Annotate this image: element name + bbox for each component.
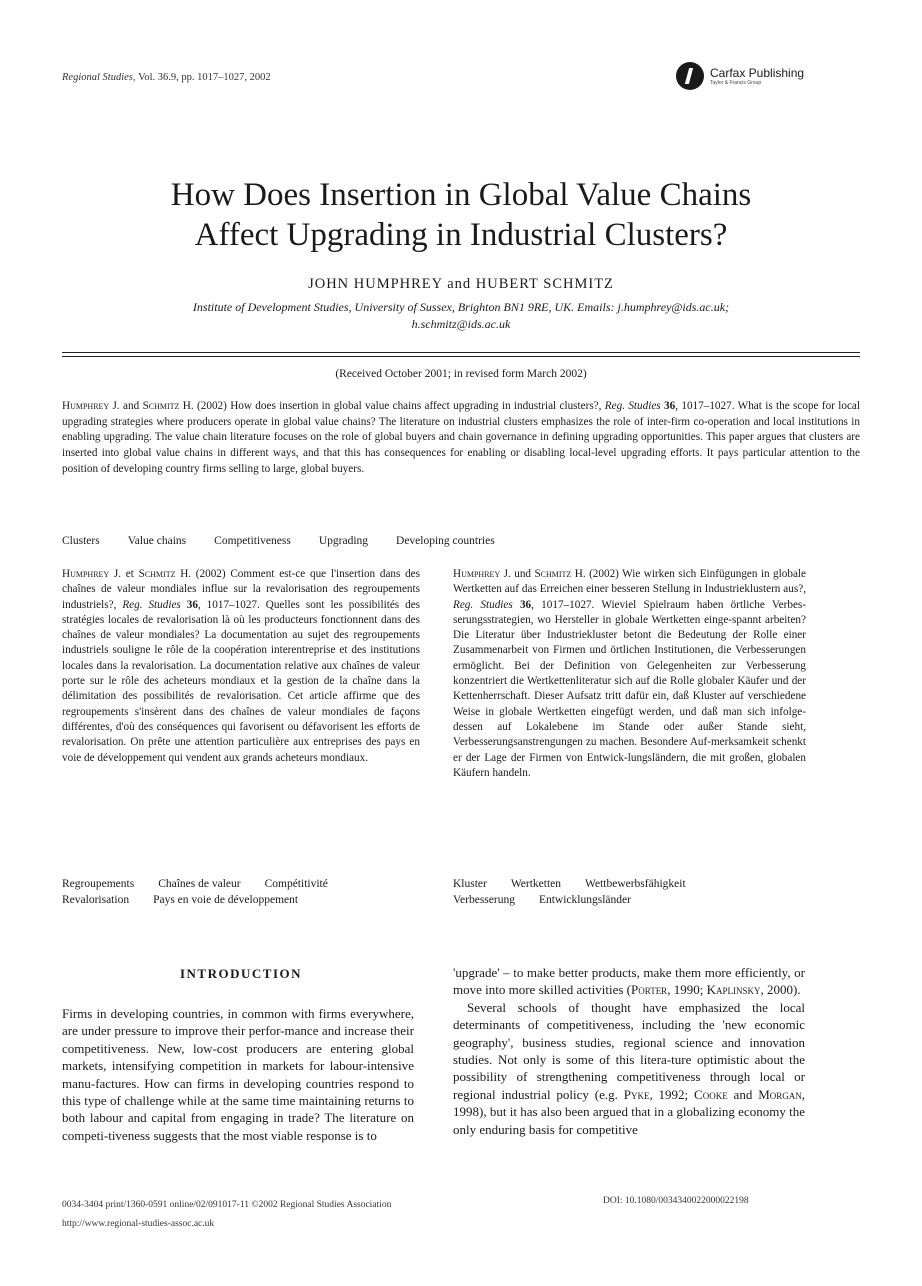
body-text: and [727, 1086, 759, 1102]
introduction-left-column: Firms in developing countries, in common with firms everywhere, are under pressure to improve their perfor-mance and increase their competitiveness. New, low-cost producers are entering global markets, intensifying competition in markets for labour-intensive manu-factures. How can firms in developing countries respond to this type of challenge while at the same time maintaining returns to both labour and capital from engaging in trade? The literature on competi-tiveness suggests that the most viable response is to [62, 1006, 414, 1143]
abstract-text: J. et [109, 568, 139, 580]
body-text: , 2000). [760, 982, 801, 998]
citation-author: Kaplinsky [706, 982, 761, 998]
abstract-french [62, 567, 420, 766]
publisher-subtitle: Taylor & Francis Group [710, 80, 762, 86]
abstract-text: H. (2002) How does insertion in global value chains affect upgrading in industrial clusters?, [179, 400, 605, 412]
keyword: Upgrading [318, 535, 369, 547]
citation-author: Morgan [758, 1086, 802, 1102]
keyword: Pays en voie de développement [153, 894, 299, 906]
authors: JOHN HUMPHREY and HUBERT SCHMITZ [308, 276, 614, 292]
abstract-text: J. and [109, 400, 143, 412]
keywords-french-row-2 [62, 893, 322, 908]
abstract-volume: 36 [512, 598, 532, 611]
keyword: Developing countries [396, 535, 495, 547]
keyword: Kluster [453, 878, 487, 890]
keyword: Wertketten [510, 878, 562, 890]
abstract-text: H. (2002) Comment est-ce que l'insertion dans des chaînes de valeur mondiales influe sur la revalorisation des regroupements industriels?, [62, 568, 420, 611]
divider-top [62, 352, 860, 353]
article-title [40, 175, 882, 255]
journal-volume: Vol. 36.9, pp. 1017–1027, 2002 [138, 72, 271, 83]
body-text: , 1998), but it has also been argued that in a globalizing economy the only enduring basis for competitive [453, 1086, 805, 1137]
publisher-block [676, 62, 804, 90]
introduction-right-column [453, 964, 805, 1138]
affiliation [70, 299, 852, 333]
keyword: Compétitivité [264, 878, 328, 890]
publisher-name: Carfax Publishing [710, 66, 805, 80]
keywords-german-row-2 [453, 893, 655, 908]
paragraph [453, 964, 805, 999]
journal-name: Regional Studies, [62, 72, 136, 83]
abstract-volume: 36 [180, 598, 198, 611]
keyword: Value chains [127, 535, 187, 547]
carfax-logo-icon [676, 62, 704, 90]
footer-left [62, 1196, 391, 1234]
keyword: Chaînes de valeur [158, 878, 241, 890]
abstract-volume: 36 [660, 400, 676, 412]
abstract-author-2: Schmitz [534, 568, 572, 580]
body-text: Several schools of thought have emphasized the local determinants of competitiveness, including the 'new economic geography', business studies, regional science and innovation studies. Not only is some of this litera-ture optimistic about the possibility of strengthening competitiveness through local or regional industrial policy (e.g. [453, 999, 805, 1102]
abstract-journal: Reg. Studies [453, 598, 513, 611]
citation-author: Cooke [694, 1086, 728, 1102]
abstract-journal: Reg. Studies [122, 598, 181, 611]
abstract-german [453, 567, 806, 781]
abstract-author-1: Humphrey [62, 400, 110, 412]
keyword: Wettbewerbsfähigkeit [585, 878, 686, 890]
abstract-text: , 1017–1027. Wieviel Spielraum haben örtliche Verbes-serungsstrategien, wo Hersteller in globale Wertketten einge-spannt arbeiten? Die Literatur über Industriekluster betont die Bedeutung der Rolle einer Zusammenarbeit von Firmen und örtlichen Institutionen, die Verbesserungen ermöglicht. Bei der Definition von Gelegenheiten zur Verbesserung konzentriert die Wertkettenliteratur sich auf die Rolle globaler Käufer und der Kettenherrschaft. Dieser Aufsatz tritt dafür ein, daß Kluster auf verschiedene Weise in globale Wertketten eingefügt werden, und daß man sich infolge-dessen auf Lokalebene im Stande oder außer Stande sieht, Verbesserungsanstrengungen zu machen. Besondere Auf-merksamkeit schenkt er der Lage der Firmen von Entwick-lungsländern, die mit großen, globalen Käufern handeln. [453, 598, 807, 779]
journal-citation-line [62, 72, 271, 83]
abstract-text: H. (2002) Wie wirken sich Einfügungen in globale Wertketten auf das Erreichen einer besseren Stellung in Industrieklustern aus?, [453, 568, 806, 596]
body-text: 'upgrade' – to make better products, make them more efficiently, or move into more skilled activities ( [453, 965, 805, 998]
paragraph [453, 999, 805, 1138]
citation-author: Pyke [623, 1086, 650, 1102]
keyword: Clusters [62, 535, 100, 547]
received-dates: (Received October 2001; in revised form March 2002) [335, 368, 587, 380]
abstract-author-1: Humphrey [453, 568, 501, 580]
abstract-author-1: Humphrey [62, 568, 110, 580]
abstract-text: J. und [500, 568, 535, 580]
abstract-author-2: Schmitz [138, 568, 176, 580]
abstract-english [62, 399, 860, 478]
keyword: Regroupements [62, 878, 135, 890]
title-line-1: How Does Insertion in Global Value Chains [170, 177, 752, 213]
keywords-french-row-1 [62, 877, 352, 892]
affiliation-line-1: Institute of Development Studies, University of Sussex, Brighton BN1 9RE, UK. Emails: j.humphrey@ids.ac.uk; [192, 300, 730, 314]
body-text: , 1990; [667, 982, 707, 998]
keywords-german-row-1 [453, 877, 710, 892]
abstract-author-2: Schmitz [142, 400, 180, 412]
footer-url[interactable]: http://www.regional-studies-assoc.ac.uk [62, 1219, 215, 1229]
citation-author: Porter [631, 982, 668, 998]
affiliation-line-2: h.schmitz@ids.ac.uk [411, 317, 511, 331]
introduction-heading: INTRODUCTION [179, 966, 302, 981]
body-text: , 1992; [649, 1086, 695, 1102]
abstract-journal: Reg. Studies [604, 400, 661, 412]
abstract-text: , 1017–1027. Quelles sont les possibilités des stratégies locales de revalorisation là où les producteurs fonctionnent dans des chaînes de valeur mondiales? La documentation au sujet des regroupements industriels souligne le rôle de la coopération interentreprise et des institutions locales dans la revalorisation. La documentation relative aux chaînes de valeur porte sur le rôle des acheteurs mondiaux et la gestion de la chaîne dans la délimitation des possibilités de revalorisation. Cet article affirme que des regroupements s'insèrent dans des chaînes de valeur mondiales de façons différentes, d'où des conséquences qui favorisent ou défavorisent les efforts de revalorisation. On prête une attention particulière aux entreprises des pays en voie de développement qui vendent aux grands acheteurs mondiaux. [62, 598, 421, 764]
keyword: Entwicklungsländer [538, 894, 631, 906]
keywords-english [62, 535, 495, 547]
footer-issn: 0034-3404 print/1360-0591 online/02/091017-11 ©2002 Regional Studies Association [62, 1200, 392, 1210]
abstract-text: , 1017–1027. What is the scope for local upgrading strategies where producers operate in global value chains? The literature on industrial clusters emphasizes the role of inter-firm co-operation and local institutions in enabling upgrading. The value chain literature focuses on the role of global buyers and chain governance in defining upgrading opportunities. This paper argues that clusters are inserted into global value chains in different ways, and that this has consequences for enabling or disabling local-level upgrading efforts. It pays particular attention to the position of developing country firms selling to large, global buyers. [62, 400, 860, 475]
keyword: Revalorisation [62, 894, 130, 906]
keyword: Verbesserung [453, 894, 515, 906]
divider-bottom [62, 356, 860, 357]
title-line-2: Affect Upgrading in Industrial Clusters? [194, 217, 728, 253]
footer-doi[interactable]: DOI: 10.1080/0034340022000022198 [603, 1196, 749, 1206]
keyword: Competitiveness [214, 535, 291, 547]
